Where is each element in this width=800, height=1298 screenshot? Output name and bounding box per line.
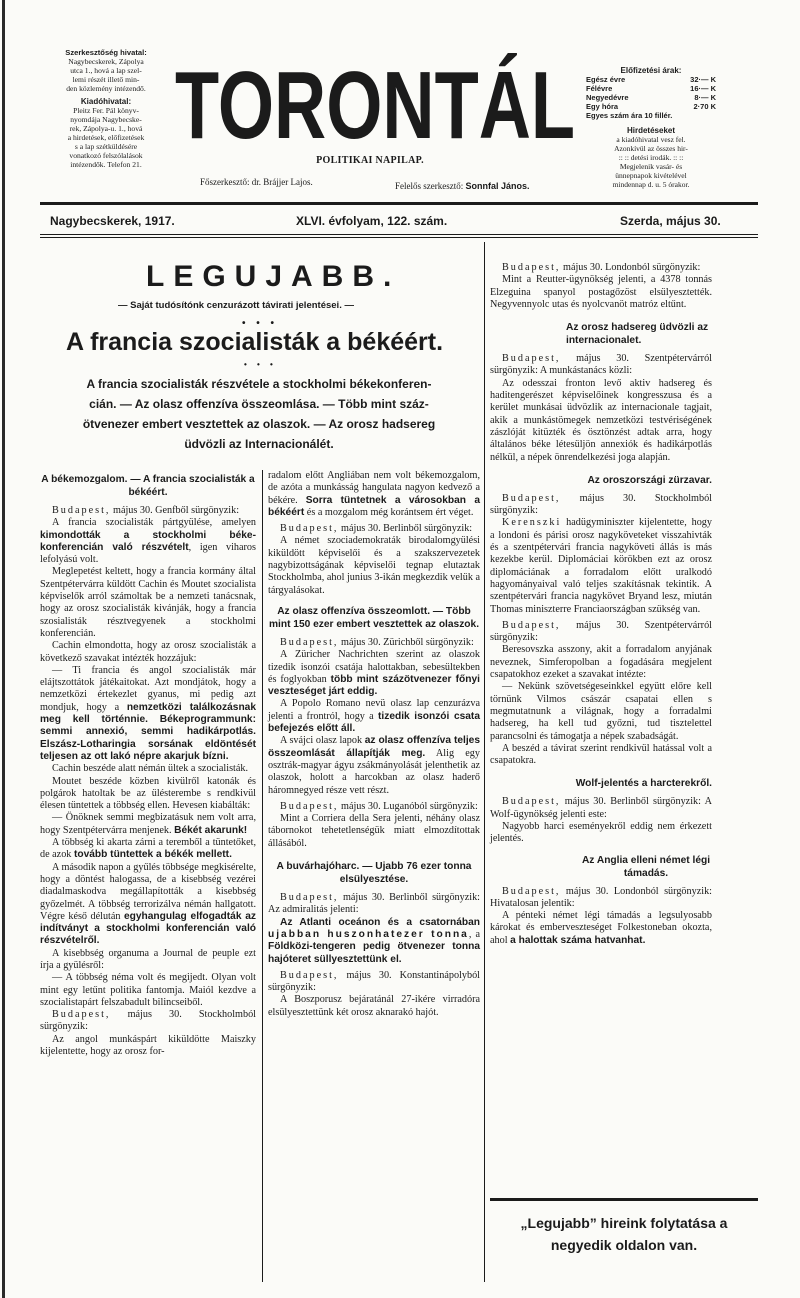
column-rule: [262, 470, 263, 1282]
publisher-line: vonatkozó felszólalások: [69, 151, 143, 160]
publisher-line: a hirdetések, előfizetések: [67, 133, 145, 142]
article-heading: Az orosz hadsereg üdvözli az internacionalet.: [566, 322, 709, 347]
dateline-text: május 30. Berlinből sürgönyzik: A Wolf-ügynökség jelenti este:: [490, 796, 712, 820]
deck-line: A francia szocialisták részvétele a stockholmi békekonferen-: [86, 377, 432, 391]
deck-line: cián. — Az olasz offenzíva összeomlása. — Több mint száz-: [89, 397, 429, 411]
ads-line: ünnepnapok kivételével: [615, 171, 687, 180]
continuation-notice: [490, 1198, 758, 1278]
column-rule: [484, 242, 485, 1282]
price-value: 8·— K: [694, 93, 716, 102]
ornament-dots: • • •: [244, 360, 277, 369]
paragraph: Beresovszka asszony, akit a forradalom anyjának neveznek, Simferopolban a fogadására megjelent csapatokhoz ezeket a szavakat intézte:: [490, 644, 712, 681]
office-line: den közlemény intézendő.: [66, 84, 146, 93]
paragraph: Moutet beszéde közben kivülről katonák és polgárok hatoltak be az ülésterembe s rendkivül élesen tüntettek a többség ellen. Hevesen kiabálták:: [40, 775, 256, 812]
price-title: Előfizetési árak:: [620, 66, 682, 75]
emphasis-text: az olasz offenzíva teljes összeomlását állapítják meg.: [268, 735, 481, 759]
price-label: Negyedévre: [586, 93, 629, 102]
article-heading: Wolf-jelentés a harcterekről.: [575, 778, 712, 790]
paragraph-text: A pénteki német légi támadás a legsulyosabb károkat és emberveszteséget Folkestoneban okozta, ahol: [490, 910, 712, 946]
dateline-city: Budapest,: [502, 619, 561, 631]
publisher-line: Pleitz Fer. Pál könyv-: [73, 106, 139, 115]
paragraph-text: A többség ki akarta zárni a teremből a tüntetőket, de azok: [40, 837, 256, 861]
paragraph: Az angol munkáspárt kiküldötte Maiszky kijelentette, hogy az orosz for-: [40, 1033, 256, 1058]
paragraph: — Nekünk szövetségeseinkkel együtt előre kell törnünk Vilmos császár csapatai ellen s megmutatnunk a világnak, hogy a forradalmi hadsereg, ha kell tud győzni, tud tisztelettel parancsolni és támogatja a népek szabadságát.: [490, 681, 712, 742]
dateline-city: Budapest,: [502, 492, 561, 504]
dateline-text: május 30. Stockholmból sürgönyzik:: [40, 1009, 256, 1033]
paragraph-text: A Popolo Romano nevü olasz lap cenzurázva jelenti a frontról, hogy a: [268, 698, 480, 722]
column-3: [490, 262, 712, 947]
price-row: [586, 75, 716, 84]
paragraph-text: radalom előtt Angliában nem volt békemozgalom, de azóta a munkásság hangulata nagyon kedvező a békére.: [268, 470, 480, 506]
column-2: [268, 470, 480, 1019]
paragraph: Cachin elmondotta, hogy az orosz szocialisták a következő szavakat intézték hozzájuk:: [40, 640, 256, 664]
dateline-city: Budapest,: [52, 1009, 111, 1021]
paragraph: — A többség néma volt és megijedt. Olyan volt mint egy letűnt politika fantomja. Maiól kezdve a szocialistapárt felszabadult bilincseiből.: [40, 972, 256, 1008]
section-subtitle: — Saját tudósítónk cenzurázott távirati jelentései. —: [118, 300, 354, 311]
dateline-city: Budapest,: [280, 523, 339, 535]
paragraph: Meglepetést keltett, hogy a francia kormány által Szentpétervárra küldött Cachin és Moutet szocialista képviselők arról számoltak be a nemzeti tanácsnak, hogy az orosz szocialisták kivánják, hogy a francia szosialisták résztvegyenek a stockholmi konferencián.: [40, 566, 256, 639]
emphasis-text: Az Atlanti oceánon és a csatornában: [280, 916, 480, 928]
dateline-city: Budapest,: [52, 505, 111, 516]
dateline-date: Szerda, május 30.: [620, 214, 721, 228]
emphasis-text: Békét akarunk!: [174, 824, 248, 836]
continuation-text: „Legujabb” hireink folytatása a negyedik oldalon van.: [520, 1215, 728, 1253]
dateline-place: Nagybecskerek, 1917.: [50, 214, 175, 228]
dateline-text: május 30. Luganóból sürgönyzik:: [338, 800, 478, 812]
section-title: LEGUJABB.: [146, 260, 401, 293]
paragraph: A kisebbség organuma a Journal de peuple ezt írja a gyülésről:: [40, 947, 256, 971]
ads-line: a kiadóhivatal vesz fel.: [616, 135, 686, 144]
paragraph-text: , igen viharos lefolyású volt.: [40, 541, 256, 566]
dateline-text: május 30. Konstantinápolyból sürgönyzik:: [268, 969, 480, 994]
dateline-city: Budapest,: [280, 800, 339, 812]
article-heading: Az Anglia elleni német légi támadás.: [581, 854, 711, 879]
ornament-dots: • • •: [242, 318, 279, 329]
paragraph-text: Alig egy osztrák-magyar ágyu zsákmányolását jelenthetik az olaszok, holott a harcokban az olasz haderő háromnegyed része vett részt.: [268, 747, 480, 796]
dateline-text: május 30. Genfből sürgönyzik:: [110, 505, 240, 516]
emphasis-text: tovább tüntettek a békék mellett.: [73, 849, 232, 861]
dateline-city: Budapest,: [280, 636, 339, 648]
emphasis-text: a halottak száma hatvanhat.: [510, 934, 646, 946]
office-line: Nagybecskerek, Zápolya: [68, 57, 144, 66]
editor-label: Felelős szerkesztő:: [395, 181, 464, 191]
emphasis-text: Sorra tüntetnek a városokban a békéért: [268, 494, 480, 518]
paragraph-text: és a mozgalom még korántsem ért véget.: [304, 506, 474, 518]
paragraph-text: A svájci olasz lapok: [280, 735, 365, 747]
emphasis-text: Földközi-tengeren pedig ötvenezer tonna hajóteret süllyesztettünk el.: [268, 941, 480, 965]
paragraph: Nagyobb harci eseményekről eddig nem érkezett jelentés.: [490, 820, 712, 845]
emphasis-text: egyhangulag elfogadták az indítványt a stockholmi konferencián való részvételről.: [40, 910, 256, 947]
spaced-name: Kerenszki: [502, 517, 562, 529]
paragraph: Cachin beszéde alatt némán ültek a szocialisták.: [52, 763, 249, 775]
dateline-city: Budapest,: [502, 796, 561, 808]
column-1: [40, 470, 256, 1058]
dateline-text: május 30. Berlinből sürgönyzik:: [338, 523, 473, 535]
publisher-line: nyomdája Nagybecske-: [70, 115, 142, 124]
scan-edge: [2, 0, 5, 1298]
lead-headline: A francia szocialisták a békéért.: [66, 328, 444, 356]
subscription-box: [586, 66, 716, 189]
editorial-office-box: [44, 48, 168, 169]
price-label: Egy hóra: [586, 102, 619, 111]
paragraph-text: — Ti francia és angol szocialisták már elájtszottátok játékaitokat. Azt mondjátok, hogy a nemzetközi értekezlet gyanus, mi pedig azt mondjuk, hogy a: [40, 664, 256, 713]
price-row: [586, 93, 716, 102]
paragraph: Mint a Reutter-ügynökség jelenti, a 4378 tonnás Elzeguina spanyol postagőzöst elsülyesztették. Negyvennyolc utas és nyolcvanöt matróz eltűnt.: [490, 274, 712, 310]
paragraph-text: hadügyminiszter kijelentette, hogy a londoni és párisi orosz nagyköveteket visszahivták és a szentpétervári francia nagyköveti állás is más kezekbe kerül. Diplomáciai körökben ezt az orosz diplomáciának a forradalom előtt uralkodó hagyományaival való teljes szakításnak tekintik. A szentpétervári francia nagykövet Bryand lesz, miután Thomas miniszterre Franciaországban szükség van.: [490, 517, 712, 615]
ads-title: Hirdetéseket: [626, 126, 676, 135]
dateline-city: Budapest,: [502, 353, 561, 365]
article-heading: A buvárhajóharc. — Ujabb 76 ezer tonna elsülyesztése.: [276, 861, 472, 886]
article-heading: Az oroszországi zürzavar.: [587, 474, 712, 486]
article-heading: Az olasz offenzíva összeomlott. — Több mint 150 ezer embert vesztettek az olaszok.: [268, 605, 480, 630]
paragraph: A Boszporusz bejáratánál 27-ikére virradóra elsülyesztettünk két orosz aknarakó hajót.: [268, 994, 480, 1018]
office-line: Szerkesztőség hivatal:: [65, 48, 147, 57]
masthead-title-text: TORONTÁL: [175, 52, 575, 159]
price-value: 16·— K: [690, 84, 716, 93]
paragraph-text: A francia szocialisták pártgyülése, amelyen: [52, 517, 256, 529]
dateline-text: május 30. Berlinből sürgönyzik: Az admiralitás jelenti:: [268, 892, 480, 916]
dateline-rule: [40, 237, 758, 238]
dateline-rule: [40, 234, 758, 235]
notice-rule: [490, 1198, 758, 1201]
paragraph-text: , a: [468, 928, 480, 940]
masthead-rule: [40, 202, 758, 205]
emphasis-text: ujabban huszonhatezer tonna: [268, 928, 469, 940]
paragraph: Az odesszai fronton levő aktiv hadsereg és haditengerészet képviselőinek kongresszusa és a kerület munkásai üdvözlik az internacionale tagjait, akik a munkástömegek nemzetközi testvériségének zászlóját kitüzték és ösztönzést adtak arra, hogy általános béke létesüljön annexiók és hadikárpotlás nélkül, a népek önrendelkezési joga alapján.: [490, 377, 712, 463]
price-row: [586, 102, 716, 111]
deck-line: üdvözli az Internacionálét.: [184, 437, 334, 451]
paragraph-text: A Züricher Nachrichten szerint az olaszok tizedik isonzói csatája halottakban, sebesültekben és foglyokban: [268, 649, 480, 685]
dateline-text: május 30. Szentpétervárról sürgönyzik: A munkástanács közli:: [490, 353, 712, 377]
paragraph: Mint a Corriera della Sera jelenti, néhány olasz tábornokot tehetetlenségük miatt elmozdítottak állásából.: [268, 813, 480, 849]
emphasis-text: tizedik isonzói csata befejezés előtt áll.: [268, 710, 480, 735]
ads-line: Megjelenik vasár- és: [619, 162, 683, 171]
publisher-line: rek, Zápolya-u. 1., hová: [69, 124, 143, 133]
editor-name: Sonnfal János.: [465, 181, 530, 191]
responsible-editor: [395, 181, 530, 191]
office-line: utca 1., hová a lap szel-: [70, 66, 142, 75]
paragraph-text: — Önöknek semmi megbizatásuk nem volt arra, hogy Szentpétervárra menjenek.: [40, 812, 256, 836]
masthead-subtitle: POLITIKAI NAPILAP.: [316, 155, 424, 166]
single-copy-price: Egyes szám ára 10 fillér.: [586, 111, 673, 120]
dateline-text: május 30. Londonból sürgönyzik:: [560, 262, 701, 273]
paragraph-text: A második napon a gyűlés többsége megkisérelte, hogy a döntést halogassa, de a kisebbség vezérei diadalmaskodva megállapították a kisebbség győzelmét. A többség terrorizálva némán hallgatott. Végre késő délután: [40, 861, 256, 922]
dateline-city: Budapest,: [280, 969, 339, 981]
deck-line: ötvenezer embert vesztettek az olaszok. — Az orosz hadsereg: [82, 417, 436, 431]
dateline-issue: XLVI. évfolyam, 122. szám.: [296, 214, 448, 228]
dateline-text: május 30. Zürichből sürgönyzik:: [338, 636, 474, 648]
emphasis-text: több mint százötvenezer főnyi veszteséget járt eddig.: [268, 673, 480, 698]
ads-line: Azonkívül az összes hir-: [614, 144, 688, 153]
emphasis-text: nemzetközi találkozásnak meg kell történnie. Békeprogrammunk: semmi annexió, semmi hadikárpotlás. Elszász-Lotharingia sorsának eldöntését teljesen az ott lakó népre akarjuk bízni.: [40, 701, 256, 762]
office-line: lemi részét illető min-: [72, 75, 140, 84]
paragraph: A beszéd a távirat szerint rendkivül hatással volt a csapatokra.: [490, 742, 712, 767]
dateline-city: Budapest,: [502, 885, 561, 897]
dateline-text: május 30. Stockholmból sürgönyzik:: [490, 492, 712, 517]
publisher-line: s a lap szétküldésére: [74, 142, 138, 151]
price-value: 32·— K: [690, 75, 716, 84]
ads-line: mindennap d. u. 5 órakor.: [612, 180, 690, 189]
publisher-line: intézendők. Telefon 21.: [70, 160, 142, 169]
paragraph: A német szociademokraták birodalomgyülési kiküldött képviselői és a szakszervezetek nagybizottságának képviselői tegnap elutaztak Stockholmba, ahol junius 3-ikán megkezdik velük a tárgyalásokat.: [268, 535, 480, 596]
ads-line: :: :: detési irodák. :: ::: [618, 153, 684, 162]
price-row: [586, 84, 716, 93]
lead-deck: [38, 374, 480, 454]
dateline-text: május 30. Londonból sürgönyzik: Hivatalosan jelentik:: [490, 885, 712, 909]
dateline-city: Budapest,: [280, 892, 339, 904]
emphasis-text: kimondották a stockholmi béke-konferencián való részvételt: [40, 529, 256, 553]
dateline-text: május 30. Szentpétervárról sürgönyzik:: [490, 619, 712, 644]
publisher-title: Kiadóhivatal:: [80, 97, 132, 106]
dateline-city: Budapest,: [502, 262, 561, 273]
price-label: Egész évre: [586, 75, 626, 84]
price-value: 2·70 K: [693, 102, 716, 111]
price-label: Félévre: [586, 84, 613, 93]
editor-in-chief: Főszerkesztő: dr. Brájjer Lajos.: [200, 177, 313, 187]
article-heading: A békemozgalom. — A francia szocialisták a békéért.: [41, 474, 255, 498]
masthead-title: [170, 50, 580, 160]
